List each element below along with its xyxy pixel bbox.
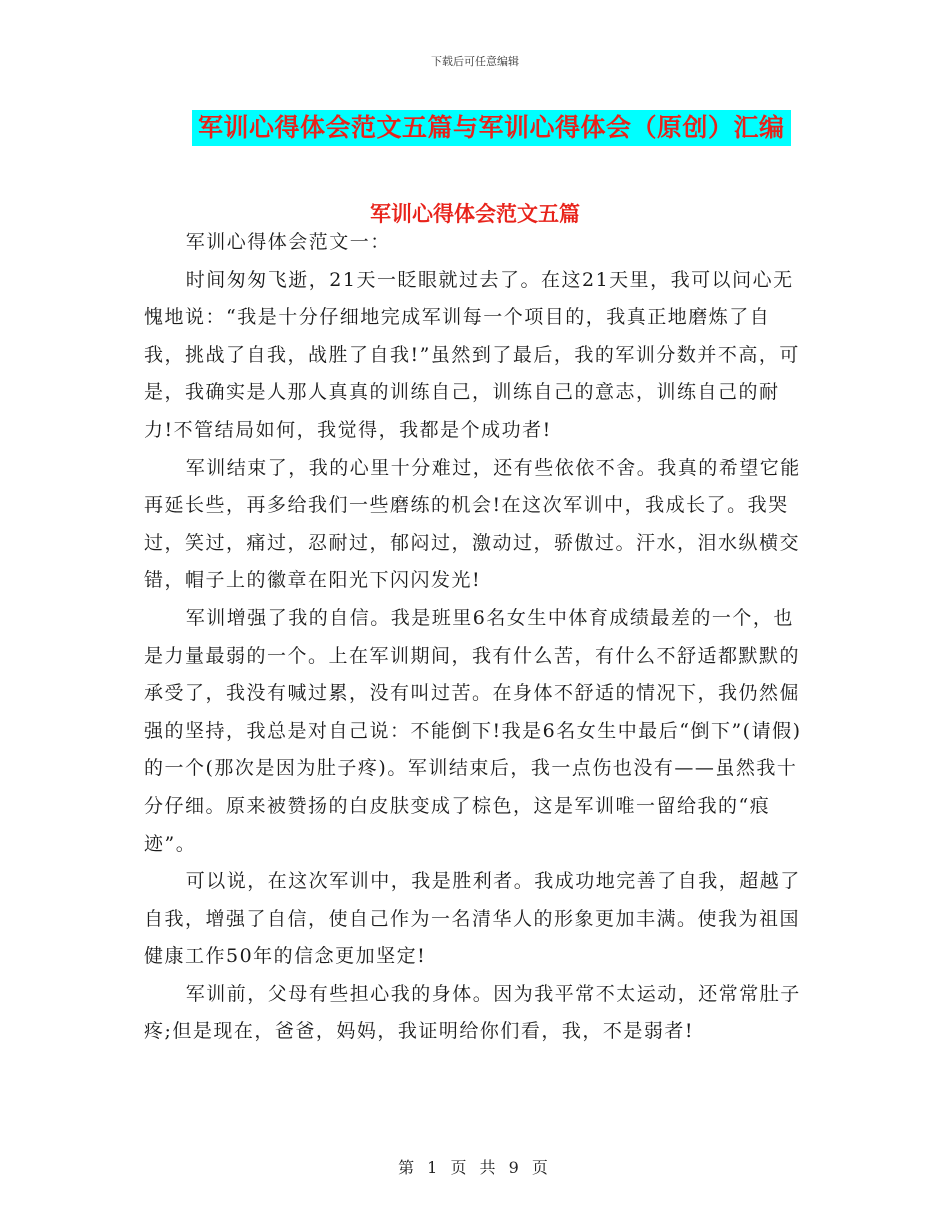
article-label: 军训心得体会范文一： [185, 231, 391, 253]
paragraph-5: 军训前，父母有些担心我的身体。因为我平常不太运动，还常常肚子疼;但是现在，爸爸，妈妈，我证明给你们看，我，不是弱者! [144, 982, 801, 1043]
paragraph-4: 可以说，在这次军训中，我是胜利者。我成功地完善了自我，超越了自我，增强了自信，使自己作为一名清华人的形象更加丰满。使我为祖国健康工作50年的信念更加坚定! [144, 870, 801, 968]
article-body [144, 224, 804, 1051]
paragraph-1: 时间匆匆飞逝，21天一眨眼就过去了。在这21天里，我可以问心无愧地说：“我是十分仔细地完成军训每一个项目的，我真正地磨炼了自我，挑战了自我，战胜了自我!”虽然到了最后，我的军训分数并不高，可是，我确实是人那人真真的训练自己，训练自己的意志，训练自己的耐力!不管结局如何，我觉得，我都是个成功者! [144, 268, 800, 441]
paragraph-2: 军训结束了，我的心里十分难过，还有些依依不舍。我真的希望它能再延长些，再多给我们一些磨练的机会!在这次军训中，我成长了。我哭过，笑过，痛过，忍耐过，郁闷过，激动过，骄傲过。汗水，泪水纵横交错，帽子上的徽章在阳光下闪闪发光! [144, 456, 801, 592]
document-title: 军训心得体会范文五篇与军训心得体会（原创）汇编 [192, 110, 791, 146]
header-note: 下载后可任意编辑 [431, 55, 519, 68]
paragraph-3: 军训增强了我的自信。我是班里6名女生中体育成绩最差的一个，也是力量最弱的一个。上在军训期间，我有什么苦，有什么不舒适都默默的承受了，我没有喊过累，没有叫过苦。在身体不舒适的情况下，我仍然倔强的坚持，我总是对自己说：不能倒下!我是6名女生中最后“倒下”(请假)的一个(那次是因为肚子疼)。军训结束后，我一点伤也没有——虽然我十分仔细。原来被赞扬的白皮肤变成了棕色，这是军训唯一留给我的“痕迹”。 [144, 606, 802, 855]
section-title: 军训心得体会范文五篇 [370, 201, 580, 226]
page-footer: 第 1 页 共 9 页 [398, 1158, 552, 1177]
